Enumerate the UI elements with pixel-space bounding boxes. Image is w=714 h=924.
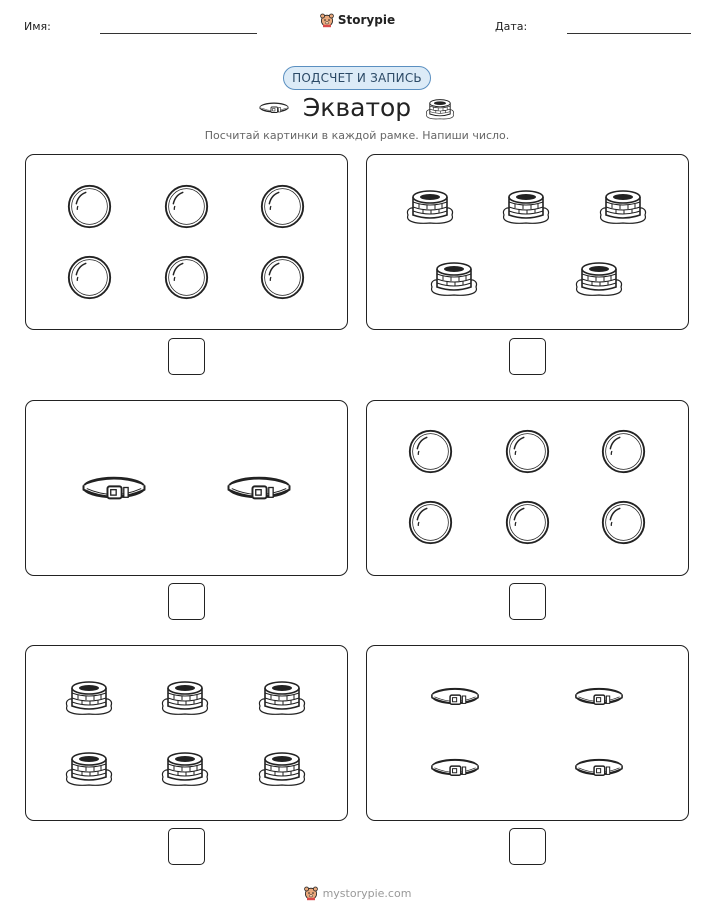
well-icon: [160, 747, 210, 787]
well-icon: [425, 96, 455, 120]
bubble-icon: [66, 254, 113, 301]
answer-box-6[interactable]: [509, 828, 546, 865]
bubble-icon: [163, 254, 210, 301]
well-icon: [598, 185, 648, 225]
answer-box-2[interactable]: [509, 338, 546, 375]
belt-icon: [574, 682, 624, 710]
well-icon: [257, 747, 307, 787]
well-icon: [64, 747, 114, 787]
instructions: Посчитай картинки в каждой рамке. Напиши число.: [204, 129, 510, 142]
well-icon: [574, 257, 624, 297]
well-icon: [160, 676, 210, 716]
bubble-icon: [504, 499, 551, 546]
page-title: Экватор: [302, 93, 412, 122]
storypie-mascot-icon: [303, 885, 319, 901]
belt-icon: [574, 753, 624, 781]
storypie-mascot-icon: [319, 12, 335, 28]
answer-box-1[interactable]: [168, 338, 205, 375]
belt-icon: [430, 753, 480, 781]
count-frame-2: [366, 154, 689, 330]
date-line[interactable]: [567, 33, 691, 34]
bubble-icon: [66, 183, 113, 230]
bubble-icon: [504, 428, 551, 475]
count-frame-4: [366, 400, 689, 576]
count-frame-6: [366, 645, 689, 821]
bubble-icon: [407, 428, 454, 475]
answer-box-5[interactable]: [168, 828, 205, 865]
belt-icon: [226, 469, 292, 506]
brand-name: Storypie: [337, 13, 396, 27]
bubble-icon: [407, 499, 454, 546]
footer-site[interactable]: mystorypie.com: [322, 886, 412, 900]
bubble-icon: [600, 428, 647, 475]
well-icon: [257, 676, 307, 716]
well-icon: [429, 257, 479, 297]
footer: [0, 885, 714, 905]
count-frame-3: [25, 400, 348, 576]
activity-badge: ПОДСЧЕТ И ЗАПИСЬ: [283, 66, 431, 90]
count-frame-1: [25, 154, 348, 330]
name-line[interactable]: [100, 33, 257, 34]
belt-icon: [430, 682, 480, 710]
date-label: Дата:: [495, 20, 528, 33]
count-frame-5: [25, 645, 348, 821]
bubble-icon: [163, 183, 210, 230]
bubble-icon: [259, 254, 306, 301]
brand-logo: [0, 12, 714, 32]
name-label: Имя:: [24, 20, 51, 33]
well-icon: [501, 185, 551, 225]
answer-box-3[interactable]: [168, 583, 205, 620]
well-icon: [405, 185, 455, 225]
belt-icon: [81, 469, 147, 506]
bubble-icon: [259, 183, 306, 230]
bubble-icon: [600, 499, 647, 546]
answer-box-4[interactable]: [509, 583, 546, 620]
well-icon: [64, 676, 114, 716]
belt-icon: [259, 99, 289, 116]
